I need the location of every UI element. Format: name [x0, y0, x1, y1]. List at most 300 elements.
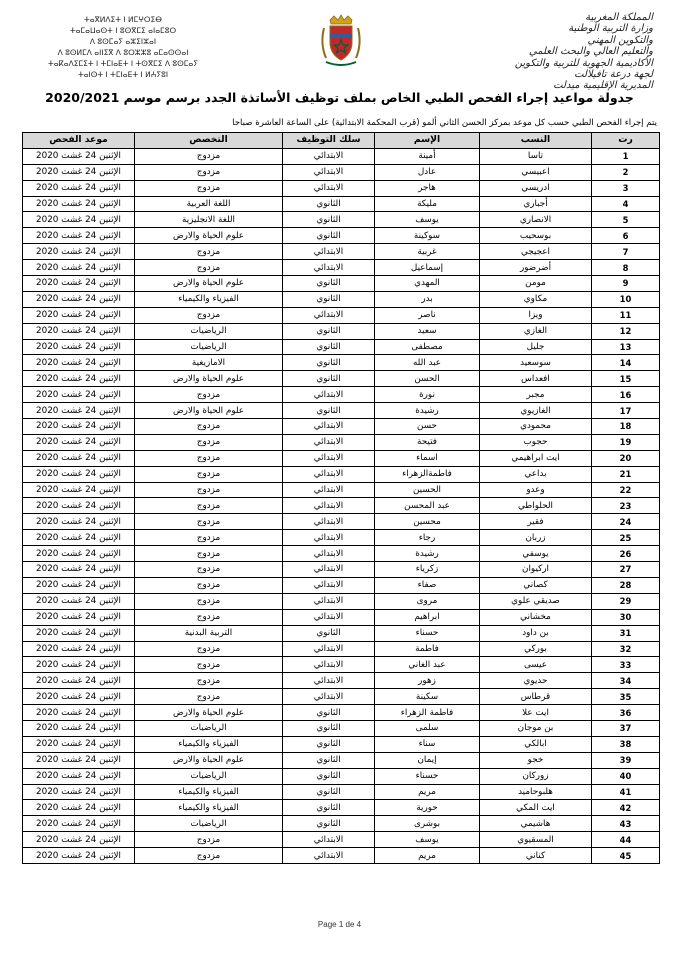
- last-name-cell: مجبر: [480, 387, 592, 403]
- row-number-cell: 32: [592, 641, 660, 657]
- last-name-cell: ويزا: [480, 307, 592, 323]
- row-number-cell: 6: [592, 228, 660, 244]
- tifinagh-line: ⵜⴰⵏⵙⵜ ⵏ ⵜⵎⵏⴰⴹⵜ ⵏ ⵍⵄⵢⵓⵏ: [77, 70, 169, 79]
- table-row: [23, 244, 660, 260]
- last-name-cell: وعدو: [480, 482, 592, 498]
- header-arabic: [413, 12, 653, 92]
- row-number-cell: 42: [592, 800, 660, 816]
- specialty-cell: علوم الحياة والارض: [135, 371, 283, 387]
- first-name-cell: مروى: [375, 593, 480, 609]
- row-number-cell: 44: [592, 832, 660, 848]
- specialty-cell: مزدوج: [135, 148, 283, 164]
- last-name-cell: مومن: [480, 276, 592, 292]
- table-row: [23, 307, 660, 323]
- last-name-cell: تاسا: [480, 148, 592, 164]
- column-header: موعد الفحص: [23, 133, 135, 149]
- appointment-date-cell: الإثنين 24 غشت 2020: [23, 720, 135, 736]
- column-header: الإسم: [375, 133, 480, 149]
- table-row: [23, 450, 660, 466]
- specialty-cell: مزدوج: [135, 689, 283, 705]
- table-row: [23, 514, 660, 530]
- row-number-cell: 43: [592, 816, 660, 832]
- table-row: [23, 164, 660, 180]
- specialty-cell: مزدوج: [135, 546, 283, 562]
- appointment-date-cell: الإثنين 24 غشت 2020: [23, 450, 135, 466]
- table-row: [23, 641, 660, 657]
- cycle-cell: الثانوي: [283, 403, 375, 419]
- cycle-cell: الثانوي: [283, 323, 375, 339]
- table-row: [23, 673, 660, 689]
- row-number-cell: 35: [592, 689, 660, 705]
- last-name-cell: الانصاري: [480, 212, 592, 228]
- cycle-cell: الثانوي: [283, 720, 375, 736]
- column-header: النسب: [480, 133, 592, 149]
- appointment-date-cell: الإثنين 24 غشت 2020: [23, 196, 135, 212]
- appointment-date-cell: الإثنين 24 غشت 2020: [23, 260, 135, 276]
- table-row: [23, 546, 660, 562]
- document-subtitle: يتم إجراء الفحص الطبي حسب كل موعد بمركز الحسن الثاني ألمو (قرب المحكمة الابتدائية) على الساعة العاشرة صباحا: [232, 118, 657, 128]
- column-header: سلك التوظيف: [283, 133, 375, 149]
- row-number-cell: 37: [592, 720, 660, 736]
- first-name-cell: عبد الغاني: [375, 657, 480, 673]
- appointment-date-cell: الإثنين 24 غشت 2020: [23, 339, 135, 355]
- table-row: [23, 228, 660, 244]
- last-name-cell: ادريسي: [480, 180, 592, 196]
- specialty-cell: التربية البدنية: [135, 625, 283, 641]
- specialty-cell: مزدوج: [135, 244, 283, 260]
- specialty-cell: مزدوج: [135, 307, 283, 323]
- cycle-cell: الابتدائي: [283, 514, 375, 530]
- table-row: [23, 768, 660, 784]
- table-row: [23, 403, 660, 419]
- row-number-cell: 30: [592, 609, 660, 625]
- specialty-cell: مزدوج: [135, 593, 283, 609]
- first-name-cell: فاطمة الزهراء: [375, 705, 480, 721]
- table-row: [23, 196, 660, 212]
- last-name-cell: كناني: [480, 848, 592, 864]
- tifinagh-line: ⵜⴰⵎⴰⵡⴰⵙⵜ ⵏ ⵓⵙⴳⵎⵉ ⴰⵏⴰⵎⵓⵔ: [69, 26, 177, 35]
- row-number-cell: 14: [592, 355, 660, 371]
- first-name-cell: رشيدة: [375, 546, 480, 562]
- row-number-cell: 33: [592, 657, 660, 673]
- appointment-date-cell: الإثنين 24 غشت 2020: [23, 736, 135, 752]
- first-name-cell: فاطمةالزهراء: [375, 466, 480, 482]
- appointment-date-cell: الإثنين 24 غشت 2020: [23, 768, 135, 784]
- appointment-date-cell: الإثنين 24 غشت 2020: [23, 180, 135, 196]
- first-name-cell: سناء: [375, 736, 480, 752]
- specialty-cell: مزدوج: [135, 466, 283, 482]
- cycle-cell: الابتدائي: [283, 530, 375, 546]
- last-name-cell: خجو: [480, 752, 592, 768]
- row-number-cell: 38: [592, 736, 660, 752]
- row-number-cell: 9: [592, 276, 660, 292]
- row-number-cell: 11: [592, 307, 660, 323]
- specialty-cell: مزدوج: [135, 832, 283, 848]
- specialty-cell: مزدوج: [135, 387, 283, 403]
- cycle-cell: الثانوي: [283, 816, 375, 832]
- appointment-date-cell: الإثنين 24 غشت 2020: [23, 148, 135, 164]
- table-row: [23, 419, 660, 435]
- cycle-cell: الثانوي: [283, 705, 375, 721]
- tifinagh-line: ⴷ ⵓⵙⵎⴰⵢ ⴰⵣⵉⵏⵣⴰⵏ: [89, 37, 157, 46]
- row-number-cell: 21: [592, 466, 660, 482]
- appointment-date-cell: الإثنين 24 غشت 2020: [23, 848, 135, 864]
- cycle-cell: الابتدائي: [283, 593, 375, 609]
- schedule-table: [22, 132, 660, 864]
- specialty-cell: مزدوج: [135, 657, 283, 673]
- specialty-cell: مزدوج: [135, 514, 283, 530]
- table-row: [23, 355, 660, 371]
- appointment-date-cell: الإثنين 24 غشت 2020: [23, 577, 135, 593]
- last-name-cell: فقير: [480, 514, 592, 530]
- first-name-cell: الحسين: [375, 482, 480, 498]
- first-name-cell: عادل: [375, 164, 480, 180]
- appointment-date-cell: الإثنين 24 غشت 2020: [23, 609, 135, 625]
- specialty-cell: مزدوج: [135, 673, 283, 689]
- cycle-cell: الابتدائي: [283, 387, 375, 403]
- appointment-date-cell: الإثنين 24 غشت 2020: [23, 641, 135, 657]
- first-name-cell: فاطمة: [375, 641, 480, 657]
- row-number-cell: 36: [592, 705, 660, 721]
- cycle-cell: الثانوي: [283, 736, 375, 752]
- row-number-cell: 16: [592, 387, 660, 403]
- last-name-cell: قرطاس: [480, 689, 592, 705]
- appointment-date-cell: الإثنين 24 غشت 2020: [23, 419, 135, 435]
- specialty-cell: مزدوج: [135, 498, 283, 514]
- cycle-cell: الابتدائي: [283, 498, 375, 514]
- row-number-cell: 1: [592, 148, 660, 164]
- cycle-cell: الثانوي: [283, 625, 375, 641]
- table-row: [23, 705, 660, 721]
- cycle-cell: الثانوي: [283, 768, 375, 784]
- table-row: [23, 736, 660, 752]
- table-row: [23, 689, 660, 705]
- table-header-row: [23, 133, 660, 149]
- first-name-cell: عبد الله: [375, 355, 480, 371]
- row-number-cell: 18: [592, 419, 660, 435]
- specialty-cell: مزدوج: [135, 180, 283, 196]
- cycle-cell: الثانوي: [283, 371, 375, 387]
- cycle-cell: الابتدائي: [283, 419, 375, 435]
- cycle-cell: الثانوي: [283, 291, 375, 307]
- row-number-cell: 27: [592, 562, 660, 578]
- cycle-cell: الابتدائي: [283, 657, 375, 673]
- last-name-cell: ايت ابراهيمي: [480, 450, 592, 466]
- last-name-cell: ايت المكي: [480, 800, 592, 816]
- first-name-cell: حورية: [375, 800, 480, 816]
- specialty-cell: علوم الحياة والارض: [135, 752, 283, 768]
- row-number-cell: 13: [592, 339, 660, 355]
- appointment-date-cell: الإثنين 24 غشت 2020: [23, 800, 135, 816]
- arabic-header-line: وزارة التربية الوطنية: [568, 23, 653, 35]
- last-name-cell: صديقي علوي: [480, 593, 592, 609]
- appointment-date-cell: الإثنين 24 غشت 2020: [23, 593, 135, 609]
- arabic-header-line: المديرية الإقليمية ميدلت: [553, 80, 653, 92]
- cycle-cell: الابتدائي: [283, 832, 375, 848]
- table-row: [23, 498, 660, 514]
- last-name-cell: المسقيوي: [480, 832, 592, 848]
- cycle-cell: الابتدائي: [283, 577, 375, 593]
- cycle-cell: الثانوي: [283, 800, 375, 816]
- specialty-cell: مزدوج: [135, 164, 283, 180]
- last-name-cell: افعداس: [480, 371, 592, 387]
- last-name-cell: جليل: [480, 339, 592, 355]
- last-name-cell: بوسحيب: [480, 228, 592, 244]
- first-name-cell: نورة: [375, 387, 480, 403]
- specialty-cell: اللغة الانجليزية: [135, 212, 283, 228]
- row-number-cell: 5: [592, 212, 660, 228]
- cycle-cell: الثانوي: [283, 212, 375, 228]
- specialty-cell: مزدوج: [135, 419, 283, 435]
- row-number-cell: 29: [592, 593, 660, 609]
- cycle-cell: الابتدائي: [283, 148, 375, 164]
- specialty-cell: الرياضيات: [135, 720, 283, 736]
- specialty-cell: مزدوج: [135, 641, 283, 657]
- first-name-cell: رجاء: [375, 530, 480, 546]
- cycle-cell: الابتدائي: [283, 689, 375, 705]
- first-name-cell: رشيدة: [375, 403, 480, 419]
- first-name-cell: أمينة: [375, 148, 480, 164]
- specialty-cell: الامازيغية: [135, 355, 283, 371]
- first-name-cell: اسماء: [375, 450, 480, 466]
- column-header: التخصص: [135, 133, 283, 149]
- last-name-cell: اعبيسي: [480, 164, 592, 180]
- last-name-cell: ايت علا: [480, 705, 592, 721]
- row-number-cell: 26: [592, 546, 660, 562]
- specialty-cell: مزدوج: [135, 530, 283, 546]
- arabic-header-line: الأكاديمية الجهوية للتربية والتكوين: [514, 57, 653, 69]
- cycle-cell: الثانوي: [283, 752, 375, 768]
- appointment-date-cell: الإثنين 24 غشت 2020: [23, 498, 135, 514]
- tifinagh-line: ⵜⴰⴳⵍⴷⵉⵜ ⵏ ⵍⵎⵖⵔⵉⴱ: [84, 15, 162, 24]
- appointment-date-cell: الإثنين 24 غشت 2020: [23, 387, 135, 403]
- specialty-cell: مزدوج: [135, 609, 283, 625]
- last-name-cell: زوركان: [480, 768, 592, 784]
- table-row: [23, 466, 660, 482]
- table-row: [23, 816, 660, 832]
- first-name-cell: مصطفى: [375, 339, 480, 355]
- last-name-cell: عيسى: [480, 657, 592, 673]
- first-name-cell: مريم: [375, 848, 480, 864]
- first-name-cell: حسناء: [375, 768, 480, 784]
- table-row: [23, 752, 660, 768]
- appointment-date-cell: الإثنين 24 غشت 2020: [23, 228, 135, 244]
- appointment-date-cell: الإثنين 24 غشت 2020: [23, 514, 135, 530]
- first-name-cell: محسين: [375, 514, 480, 530]
- table-row: [23, 212, 660, 228]
- row-number-cell: 40: [592, 768, 660, 784]
- last-name-cell: ابالكي: [480, 736, 592, 752]
- last-name-cell: الحلواطي: [480, 498, 592, 514]
- appointment-date-cell: الإثنين 24 غشت 2020: [23, 371, 135, 387]
- cycle-cell: الابتدائي: [283, 641, 375, 657]
- cycle-cell: الثانوي: [283, 228, 375, 244]
- first-name-cell: حسناء: [375, 625, 480, 641]
- last-name-cell: حجوب: [480, 434, 592, 450]
- appointment-date-cell: الإثنين 24 غشت 2020: [23, 832, 135, 848]
- row-number-cell: 31: [592, 625, 660, 641]
- specialty-cell: علوم الحياة والارض: [135, 705, 283, 721]
- last-name-cell: هلبوحاميد: [480, 784, 592, 800]
- moroccan-coat-of-arms-emblem: [318, 14, 364, 68]
- last-name-cell: أجباري: [480, 196, 592, 212]
- first-name-cell: هاجر: [375, 180, 480, 196]
- specialty-cell: علوم الحياة والارض: [135, 403, 283, 419]
- specialty-cell: الرياضيات: [135, 323, 283, 339]
- appointment-date-cell: الإثنين 24 غشت 2020: [23, 212, 135, 228]
- header-tifinagh: [28, 14, 218, 80]
- first-name-cell: ناصر: [375, 307, 480, 323]
- row-number-cell: 28: [592, 577, 660, 593]
- row-number-cell: 15: [592, 371, 660, 387]
- specialty-cell: مزدوج: [135, 450, 283, 466]
- table-row: [23, 530, 660, 546]
- row-number-cell: 23: [592, 498, 660, 514]
- cycle-cell: الابتدائي: [283, 546, 375, 562]
- first-name-cell: يوسف: [375, 212, 480, 228]
- cycle-cell: الابتدائي: [283, 260, 375, 276]
- last-name-cell: الغازيوي: [480, 403, 592, 419]
- row-number-cell: 25: [592, 530, 660, 546]
- cycle-cell: الابتدائي: [283, 562, 375, 578]
- specialty-cell: الفيزياء والكيمياء: [135, 736, 283, 752]
- cycle-cell: الثانوي: [283, 196, 375, 212]
- specialty-cell: مزدوج: [135, 434, 283, 450]
- last-name-cell: كصاني: [480, 577, 592, 593]
- last-name-cell: أضرضور: [480, 260, 592, 276]
- last-name-cell: حديوي: [480, 673, 592, 689]
- table-row: [23, 800, 660, 816]
- table-row: [23, 371, 660, 387]
- appointment-date-cell: الإثنين 24 غشت 2020: [23, 816, 135, 832]
- appointment-date-cell: الإثنين 24 غشت 2020: [23, 784, 135, 800]
- row-number-cell: 8: [592, 260, 660, 276]
- appointment-date-cell: الإثنين 24 غشت 2020: [23, 244, 135, 260]
- first-name-cell: ابراهيم: [375, 609, 480, 625]
- cycle-cell: الابتدائي: [283, 673, 375, 689]
- table-row: [23, 260, 660, 276]
- first-name-cell: صفاء: [375, 577, 480, 593]
- row-number-cell: 45: [592, 848, 660, 864]
- table-row: [23, 562, 660, 578]
- table-row: [23, 276, 660, 292]
- last-name-cell: بن موجان: [480, 720, 592, 736]
- specialty-cell: الرياضيات: [135, 339, 283, 355]
- last-name-cell: اركيوان: [480, 562, 592, 578]
- appointment-date-cell: الإثنين 24 غشت 2020: [23, 689, 135, 705]
- tifinagh-line: ⵜⴰⴽⴰⴷⵉⵎⵉⵜ ⵏ ⵜⵎⵏⴰⴹⵜ ⵏ ⵜⵙⴳⵎⵉ ⴷ ⵓⵙⵎⴰⵢ: [47, 59, 198, 68]
- arabic-header-line: والتعليم العالي والبحث العلمي: [528, 46, 653, 58]
- appointment-date-cell: الإثنين 24 غشت 2020: [23, 276, 135, 292]
- first-name-cell: سعيد: [375, 323, 480, 339]
- specialty-cell: الفيزياء والكيمياء: [135, 291, 283, 307]
- row-number-cell: 24: [592, 514, 660, 530]
- cycle-cell: الثانوي: [283, 784, 375, 800]
- table-row: [23, 593, 660, 609]
- table-row: [23, 577, 660, 593]
- last-name-cell: زربان: [480, 530, 592, 546]
- cycle-cell: الثانوي: [283, 276, 375, 292]
- specialty-cell: علوم الحياة والارض: [135, 276, 283, 292]
- tifinagh-line: ⴷ ⵓⵙⵍⵎⴷ ⴰⵏⵏⵉⴳ ⴷ ⵓⵔⵣⵣⵓ ⴰⵎⴰⵙⵙⴰⵏ: [57, 48, 189, 57]
- specialty-cell: الرياضيات: [135, 816, 283, 832]
- last-name-cell: هاشيمي: [480, 816, 592, 832]
- specialty-cell: مزدوج: [135, 482, 283, 498]
- last-name-cell: بن داود: [480, 625, 592, 641]
- appointment-date-cell: الإثنين 24 غشت 2020: [23, 323, 135, 339]
- appointment-date-cell: الإثنين 24 غشت 2020: [23, 164, 135, 180]
- appointment-date-cell: الإثنين 24 غشت 2020: [23, 466, 135, 482]
- row-number-cell: 3: [592, 180, 660, 196]
- table-row: [23, 434, 660, 450]
- cycle-cell: الابتدائي: [283, 244, 375, 260]
- first-name-cell: الحسن: [375, 371, 480, 387]
- table-body: [23, 148, 660, 863]
- row-number-cell: 41: [592, 784, 660, 800]
- cycle-cell: الثانوي: [283, 355, 375, 371]
- row-number-cell: 39: [592, 752, 660, 768]
- specialty-cell: الرياضيات: [135, 768, 283, 784]
- row-number-cell: 19: [592, 434, 660, 450]
- arabic-header-line: لجهة درعة تافيلالت: [574, 69, 653, 81]
- first-name-cell: سلمى: [375, 720, 480, 736]
- appointment-date-cell: الإثنين 24 غشت 2020: [23, 752, 135, 768]
- appointment-date-cell: الإثنين 24 غشت 2020: [23, 562, 135, 578]
- table-row: [23, 291, 660, 307]
- row-number-cell: 12: [592, 323, 660, 339]
- row-number-cell: 10: [592, 291, 660, 307]
- first-name-cell: بدر: [375, 291, 480, 307]
- table-row: [23, 657, 660, 673]
- appointment-date-cell: الإثنين 24 غشت 2020: [23, 625, 135, 641]
- appointment-date-cell: الإثنين 24 غشت 2020: [23, 530, 135, 546]
- table-row: [23, 339, 660, 355]
- first-name-cell: عبد المحسن: [375, 498, 480, 514]
- row-number-cell: 20: [592, 450, 660, 466]
- column-header: رت: [592, 133, 660, 149]
- specialty-cell: الفيزياء والكيمياء: [135, 784, 283, 800]
- last-name-cell: مخشاني: [480, 609, 592, 625]
- row-number-cell: 2: [592, 164, 660, 180]
- appointment-date-cell: الإثنين 24 غشت 2020: [23, 307, 135, 323]
- table-row: [23, 482, 660, 498]
- specialty-cell: مزدوج: [135, 562, 283, 578]
- last-name-cell: بداعي: [480, 466, 592, 482]
- first-name-cell: فتيحة: [375, 434, 480, 450]
- table-row: [23, 784, 660, 800]
- document-title: جدولة مواعيد إجراء الفحص الطبي الخاص بملف توظيف الأساتذة الجدد برسم موسم 2020/2021: [45, 90, 634, 105]
- row-number-cell: 22: [592, 482, 660, 498]
- appointment-date-cell: الإثنين 24 غشت 2020: [23, 546, 135, 562]
- last-name-cell: سوسعيد: [480, 355, 592, 371]
- specialty-cell: اللغة العربية: [135, 196, 283, 212]
- cycle-cell: الابتدائي: [283, 307, 375, 323]
- arabic-header-line: المملكة المغربية: [585, 12, 653, 23]
- first-name-cell: سكينة: [375, 689, 480, 705]
- last-name-cell: مكاوي: [480, 291, 592, 307]
- table-row: [23, 148, 660, 164]
- specialty-cell: مزدوج: [135, 260, 283, 276]
- cycle-cell: الابتدائي: [283, 482, 375, 498]
- table-row: [23, 609, 660, 625]
- page-number: Page 1 de 4: [317, 920, 362, 929]
- cycle-cell: الابتدائي: [283, 609, 375, 625]
- first-name-cell: إسماعيل: [375, 260, 480, 276]
- table-row: [23, 832, 660, 848]
- table-row: [23, 848, 660, 864]
- appointment-date-cell: الإثنين 24 غشت 2020: [23, 403, 135, 419]
- specialty-cell: علوم الحياة والارض: [135, 228, 283, 244]
